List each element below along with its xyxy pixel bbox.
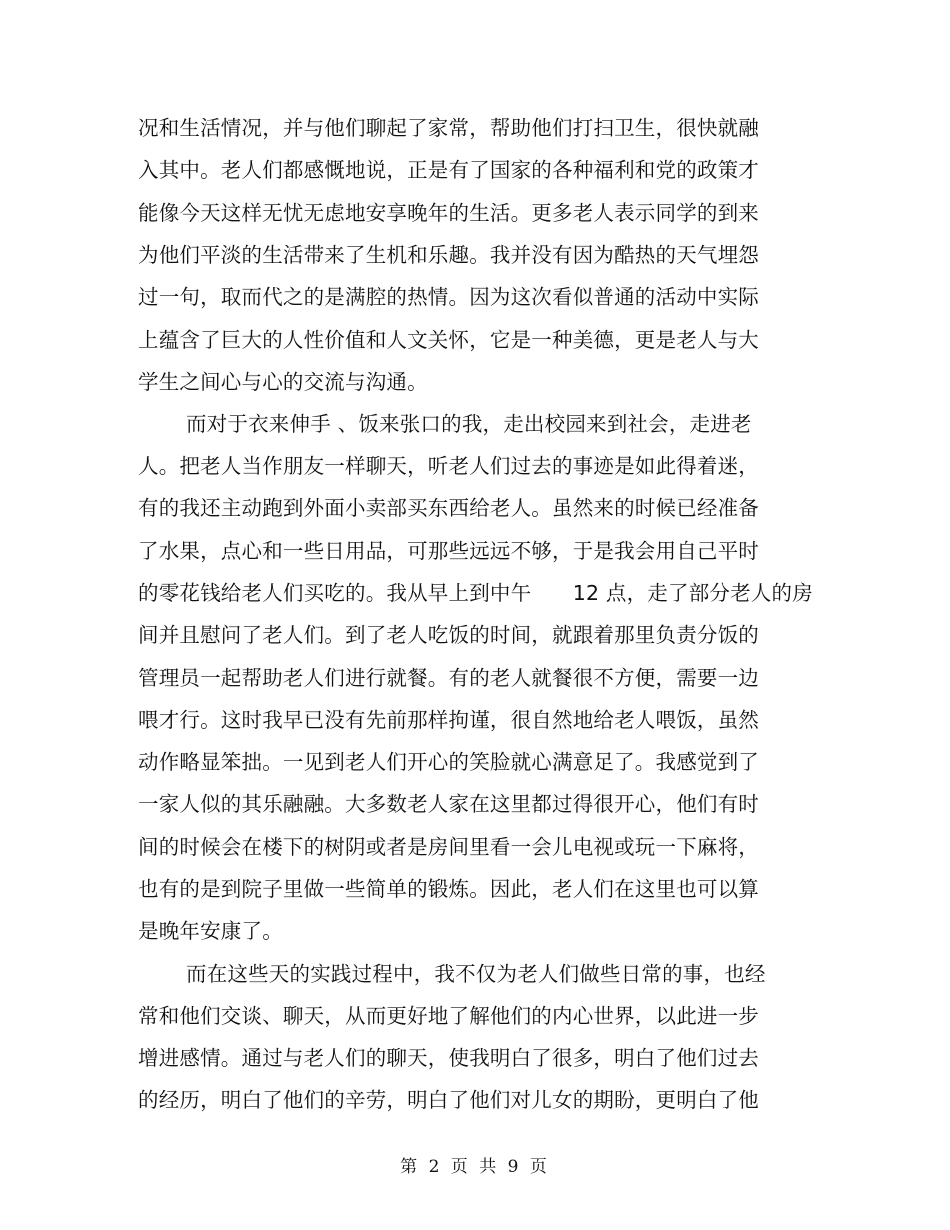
text-line: 学生之间心与心的交流与沟通。 [138,370,428,394]
text-line: 入其中。老人们都感慨地说，正是有了国家的各种福利和党的政策才 [138,158,759,182]
text-line: 动作略显笨拙。一见到老人们开心的笑脸就心满意足了。我感觉到了 [138,750,759,774]
text-line: 管理员一起帮助老人们进行就餐。有的老人就餐很不方便，需要一边 [138,666,759,690]
text-line: 的零花钱给老人们买吃的。我从早上到中午 12 点，走了部分老人的房 [138,581,813,605]
text-line: 也有的是到院子里做一些简单的锻炼。因此，老人们在这里也可以算 [138,877,759,901]
text-line: 况和生活情况，并与他们聊起了家常，帮助他们打扫卫生，很快就融 [138,116,759,140]
text-line: 是晚年安康了。 [138,919,283,943]
paragraph-first-line: 而对于衣来伸手 、饭来张口的我，走出校园来到社会，走进老 [186,412,752,436]
text-line: 上蕴含了巨大的人性价值和人文关怀，它是一种美德，更是老人与大 [138,328,759,352]
text-line: 了水果，点心和一些日用品，可那些远远不够，于是我会用自己平时 [138,539,759,563]
paragraph-first-line: 而在这些天的实践过程中，我不仅为老人们做些日常的事，也经 [186,962,766,986]
text-line: 为他们平淡的生活带来了生机和乐趣。我并没有因为酷热的天气埋怨 [138,243,759,267]
text-line: 间的时候会在楼下的树阴或者是房间里看一会儿电视或玩一下麻将， [138,835,759,859]
text-line: 有的我还主动跑到外面小卖部买东西给老人。虽然来的时候已经准备 [138,496,759,520]
text-line: 常和他们交谈、聊天，从而更好地了解他们的内心世界，以此进一步 [138,1004,759,1028]
page-number-footer: 第 2 页 共 9 页 [400,1157,550,1177]
text-line: 过一句，取而代之的是满腔的热情。因为这次看似普通的活动中实际 [138,285,759,309]
text-line: 一家人似的其乐融融。大多数老人家在这里都过得很开心，他们有时 [138,792,759,816]
text-line: 间并且慰问了老人们。到了老人吃饭的时间，就跟着那里负责分饭的 [138,623,759,647]
text-line: 人。把老人当作朋友一样聊天，听老人们过去的事迹是如此得着迷， [138,454,759,478]
text-line: 喂才行。这时我早已没有先前那样拘谨，很自然地给老人喂饭，虽然 [138,708,759,732]
text-line: 的经历，明白了他们的辛劳，明白了他们对儿女的期盼，更明白了他 [138,1088,759,1112]
text-line: 能像今天这样无忧无虑地安享晚年的生活。更多老人表示同学的到来 [138,201,759,225]
text-line: 增进感情。通过与老人们的聊天，使我明白了很多，明白了他们过去 [138,1046,759,1070]
